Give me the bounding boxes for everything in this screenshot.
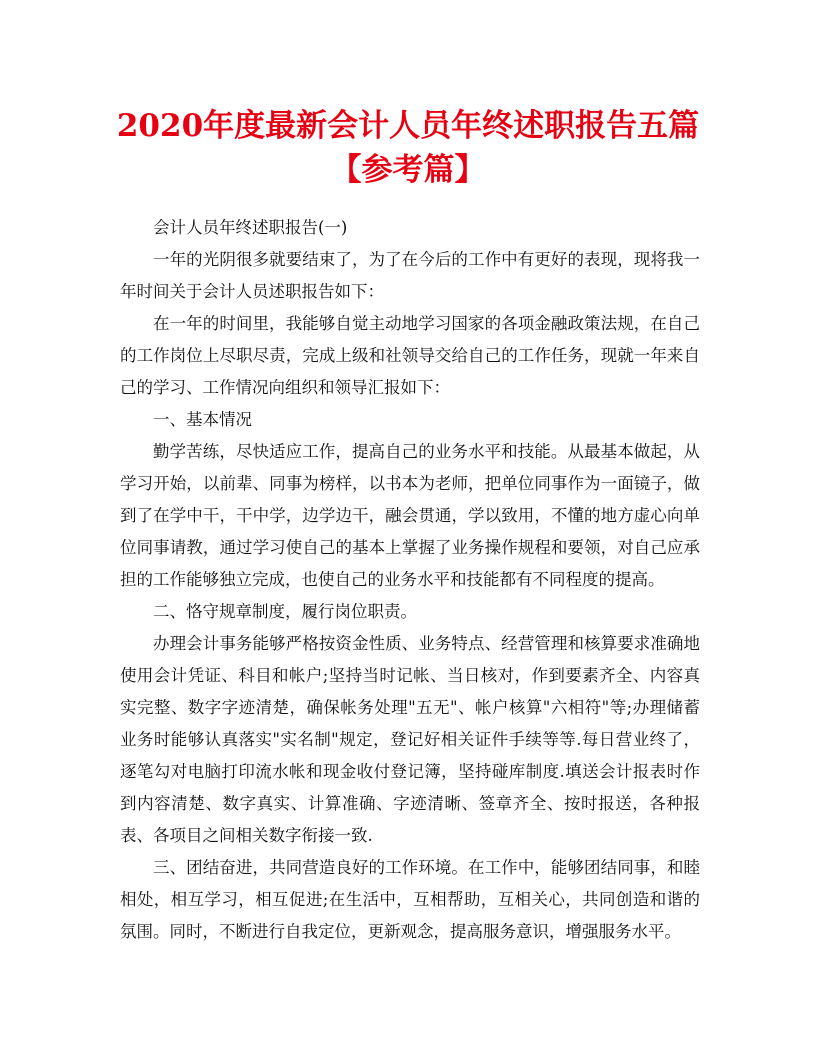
paragraph: 在一年的时间里，我能够自觉主动地学习国家的各项金融政策法规，在自己的工作岗位上尽职尽责，完成上级和社领导交给自己的工作任务，现就一年来自己的学习、工作情况向组织和领导汇报如下： [120,314,700,397]
section-heading: 一、基本情况 [153,410,252,429]
paragraph: 一年的光阴很多就要结束了，为了在今后的工作中有更好的表现，现将我一年时间关于会计人员述职报告如下： [120,250,700,301]
document-body [120,212,700,948]
paragraph: 勤学苦练，尽快适应工作，提高自己的业务水平和技能。从最基本做起，从学习开始，以前辈、同事为榜样，以书本为老师，把单位同事作为一面镜子，做到了在学中干，干中学，边学边干，融会贯通，学以致用，不懂的地方虚心向单位同事请教，通过学习使自己的基本上掌握了业务操作规程和要领，对自己应承担的工作能够独立完成，也使自己的业务水平和技能都有不同程度的提高。 [120,442,700,589]
document-title: 2020年度最新会计人员年终述职报告五篇【参考篇】 [116,108,700,188]
section-heading: 会计人员年终述职报告(一) [153,218,348,237]
paragraph: 办理会计事务能够严格按资金性质、业务特点、经营管理和核算要求准确地使用会计凭证、科目和帐户;坚持当时记帐、当日核对，作到要素齐全、内容真实完整、数字字迹清楚，确保帐务处理"五无"、帐户核算"六相符"等;办理储蓄业务时能够认真落实"实名制"规定，登记好相关证件手续等等.每日营业终了，逐笔勾对电脑打印流水帐和现金收付登记簿，坚持碰库制度.填送会计报表时作到内容清楚、数字真实、计算准确、字迹清晰、签章齐全、按时报送，各种报表、各项目之间相关数字衔接一致. [120,634,700,845]
section-heading: 二、恪守规章制度，履行岗位职责。 [153,602,417,621]
paragraph: 三、团结奋进，共同营造良好的工作环境。在工作中，能够团结同事，和睦相处，相互学习，相互促进;在生活中，互相帮助，互相关心，共同创造和谐的氛围。同时，不断进行自我定位，更新观念，提高服务意识，增强服务水平。 [120,858,700,941]
